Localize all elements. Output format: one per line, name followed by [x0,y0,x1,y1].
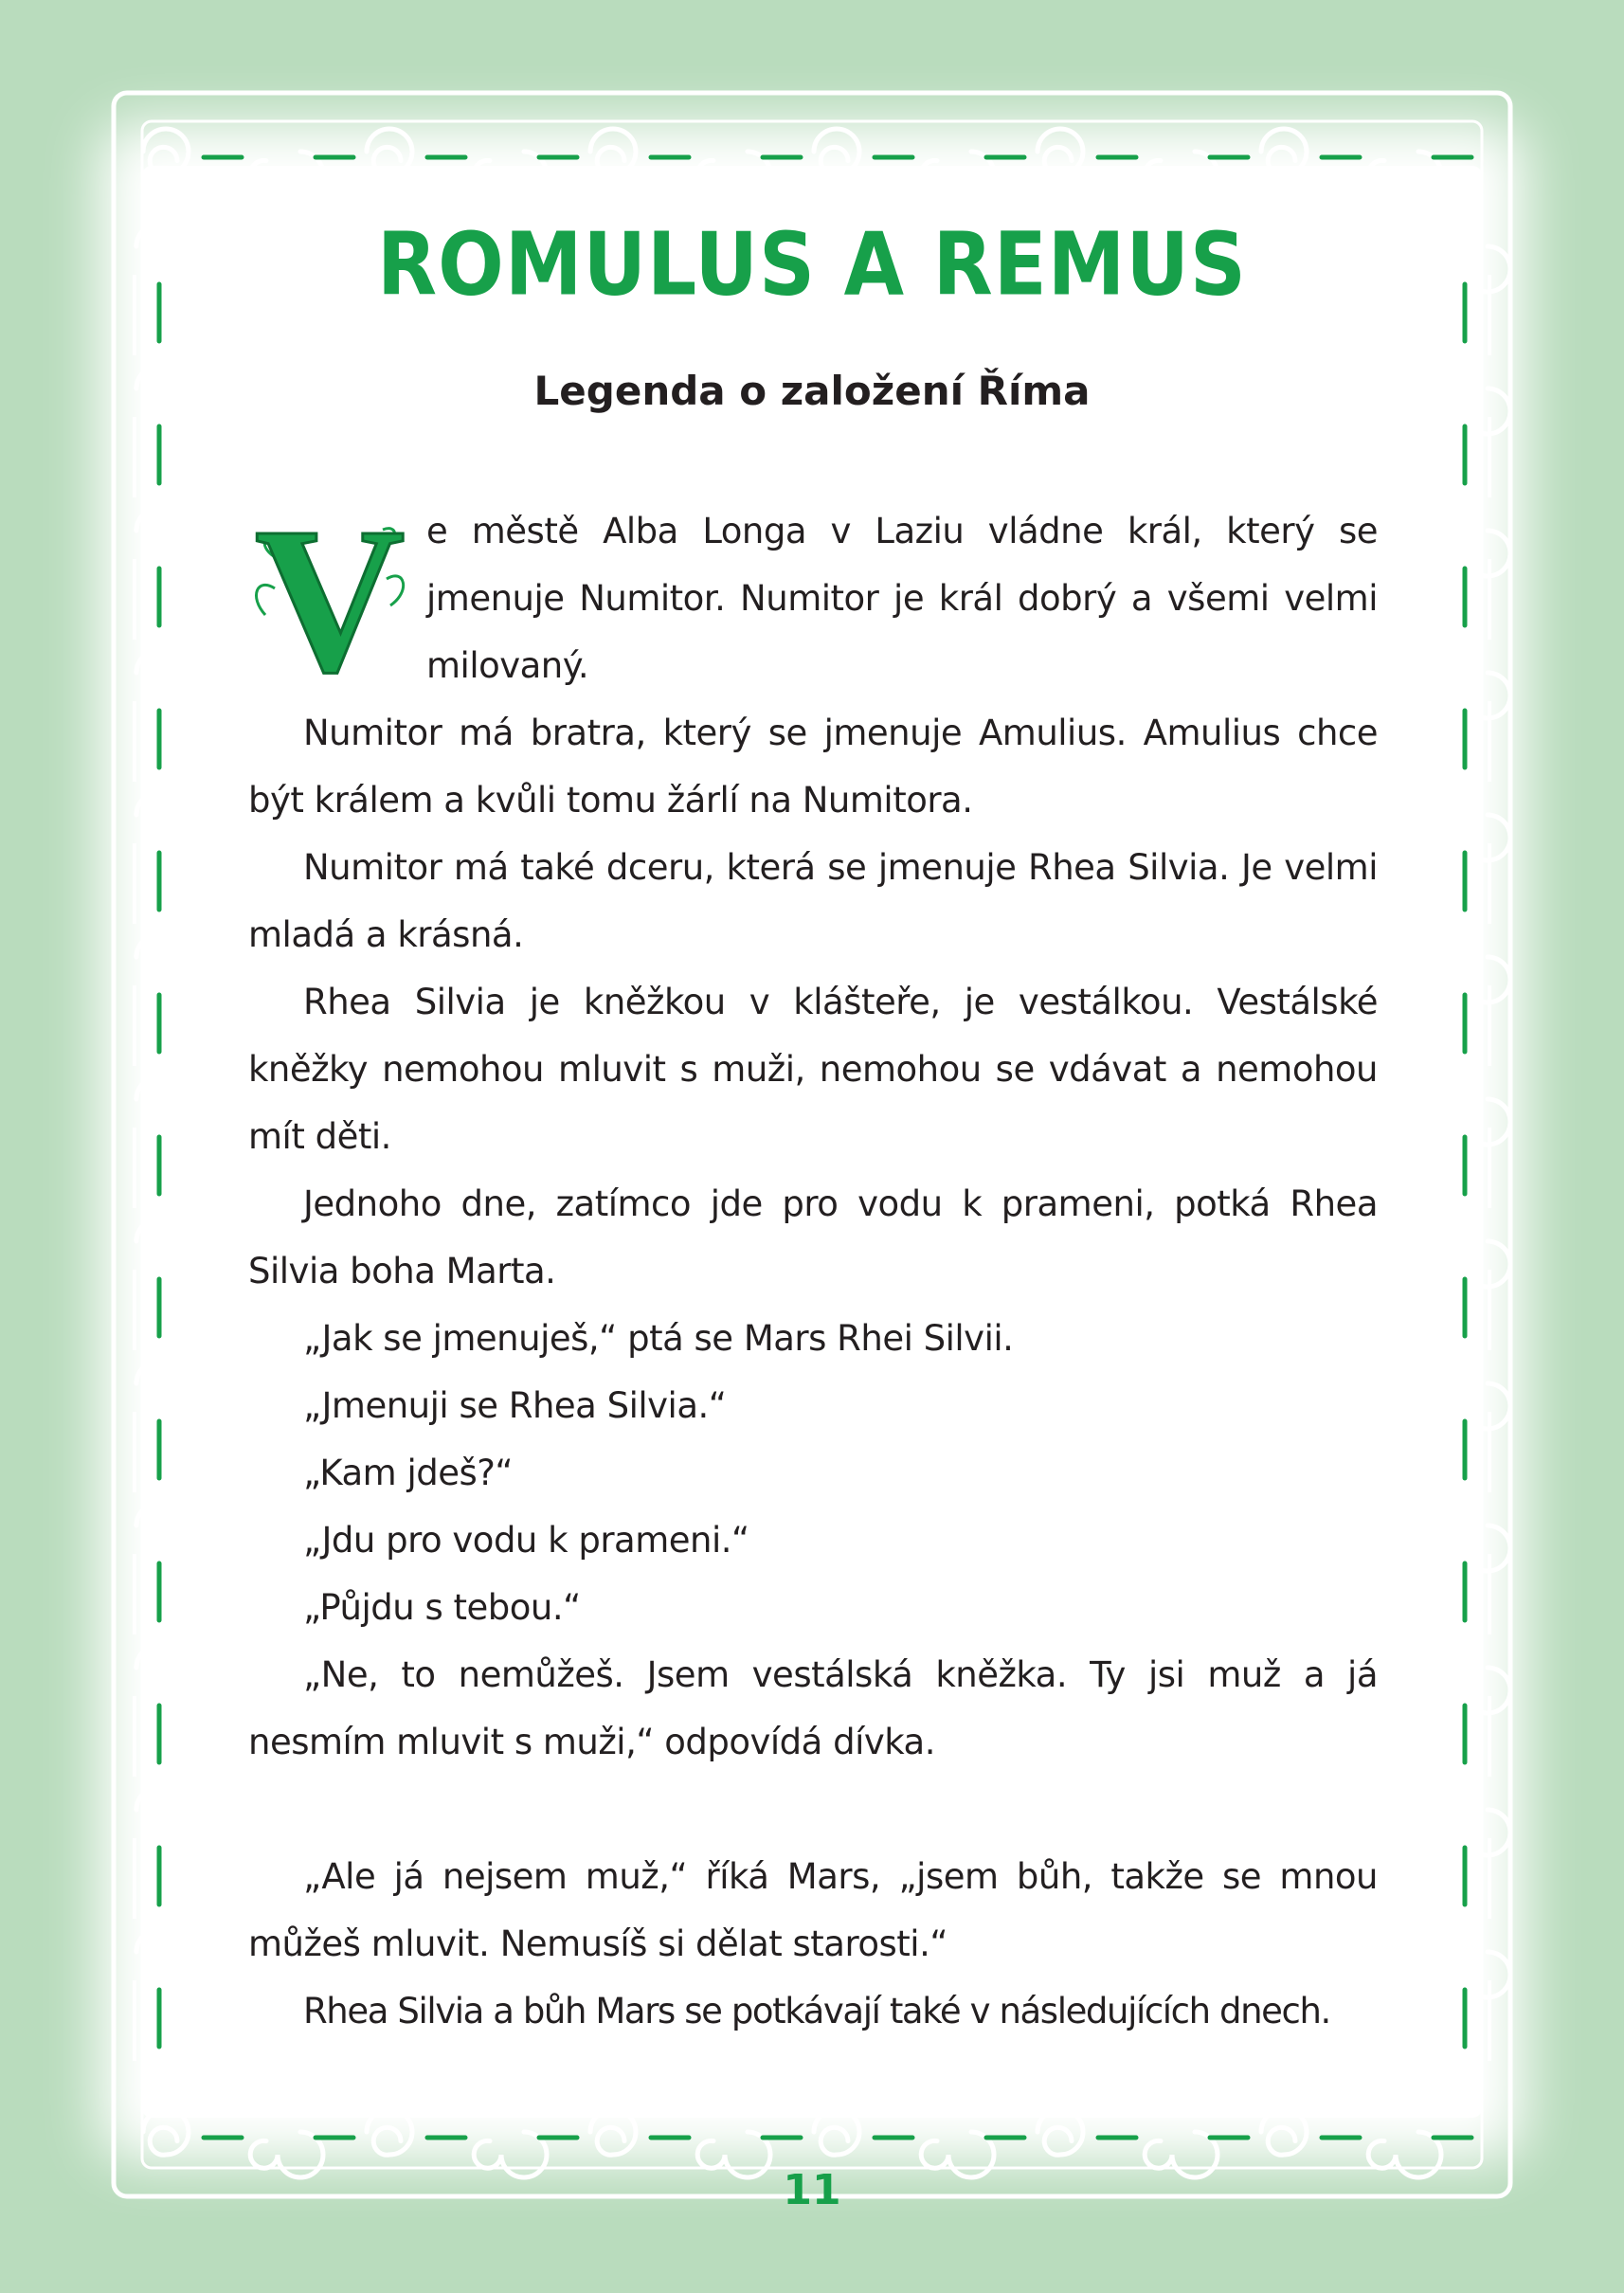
dialogue-line: „Ale já nejsem muž,“ říká Mars, „jsem bůh, takže se mnou můžeš mluvit. Nemusíš si dělat starosti.“ [248,1856,1378,1964]
scroll-ornament-icon [590,2109,636,2155]
scroll-ornament-icon [1437,815,1510,860]
scroll-ornament-icon [1437,1952,1510,1997]
paragraph: Numitor má bratra, který se jmenuje Amulius. Amulius chce být králem a kvůli tomu žárlí na Numitora. [248,713,1378,821]
paragraph [248,497,1378,699]
scroll-ornament-icon [590,129,636,174]
scroll-ornament-icon [1437,1810,1510,1855]
scroll-ornament-icon [143,129,189,174]
scroll-ornament-icon [367,129,412,174]
drop-cap-letter: V [254,501,406,687]
scroll-ornament-icon [1437,1099,1510,1145]
scroll-ornament-icon [250,152,323,197]
scroll-ornament-icon [1261,2109,1307,2155]
dialogue-line: „Půjdu s tebou.“ [303,1587,581,1628]
drop-cap [248,501,411,687]
scroll-ornament-icon [1038,2109,1083,2155]
scroll-ornament-icon [1437,1526,1510,1571]
scroll-ornament-icon [474,152,547,197]
scroll-ornament-icon [1145,152,1218,197]
page-title: ROMULUS A REMUS [377,214,1247,316]
scroll-ornament-icon [697,152,770,197]
scroll-ornament-icon [1437,531,1510,576]
paragraph: Rhea Silvia a bůh Mars se potkávají také v následujících dnech. [303,1991,1330,2031]
scroll-ornament-icon [814,129,859,174]
dialogue-line: „Ne, to nemůžeš. Jsem vestálská kněžka. Ty jsi muž a já nesmím mluvit s muži,“ odpovídá dívka. [248,1654,1378,1762]
page-subtitle: Legenda o založení Říma [533,368,1091,414]
scroll-ornament-icon [1437,1668,1510,1713]
scroll-ornament-icon [1437,673,1510,718]
scroll-ornament-icon [814,2109,859,2155]
scroll-ornament-icon [1261,129,1307,174]
paragraph-text: e městě Alba Longa v Laziu vládne král, který se jmenuje Numitor. Numitor je král dobrý a všemi velmi milovaný. [426,511,1378,686]
paragraph: Numitor má také dceru, která se jmenuje Rhea Silvia. Je velmi mladá a krásná. [248,847,1378,955]
dialogue-line: „Jdu pro vodu k prameni.“ [303,1520,749,1561]
paragraph: Jednoho dne, zatímco jde pro vodu k prameni, potká Rhea Silvia boha Marta. [248,1183,1378,1291]
paragraph: Rhea Silvia je kněžkou v klášteře, je vestálkou. Vestálské kněžky nemohou mluvit s muži, nemohou se vdávat a nemohou mít děti. [248,982,1378,1157]
scroll-ornament-icon [143,2109,189,2155]
scroll-ornament-icon [921,152,994,197]
dialogue-line: „Kam jdeš?“ [303,1453,514,1493]
dialogue-line: „Jak se jmenuješ,“ ptá se Mars Rhei Silvii. [303,1318,1014,1359]
dialogue-line: „Jmenuji se Rhea Silvia.“ [303,1385,727,1426]
scroll-ornament-icon [1437,1383,1510,1429]
page-number: 11 [783,2166,841,2214]
scroll-ornament-icon [1437,957,1510,1002]
scroll-ornament-icon [1437,1241,1510,1287]
scroll-ornament-icon [1038,129,1083,174]
scroll-ornament-icon [1368,152,1441,197]
story-text [248,497,1378,2045]
scroll-ornament-icon [367,2109,412,2155]
